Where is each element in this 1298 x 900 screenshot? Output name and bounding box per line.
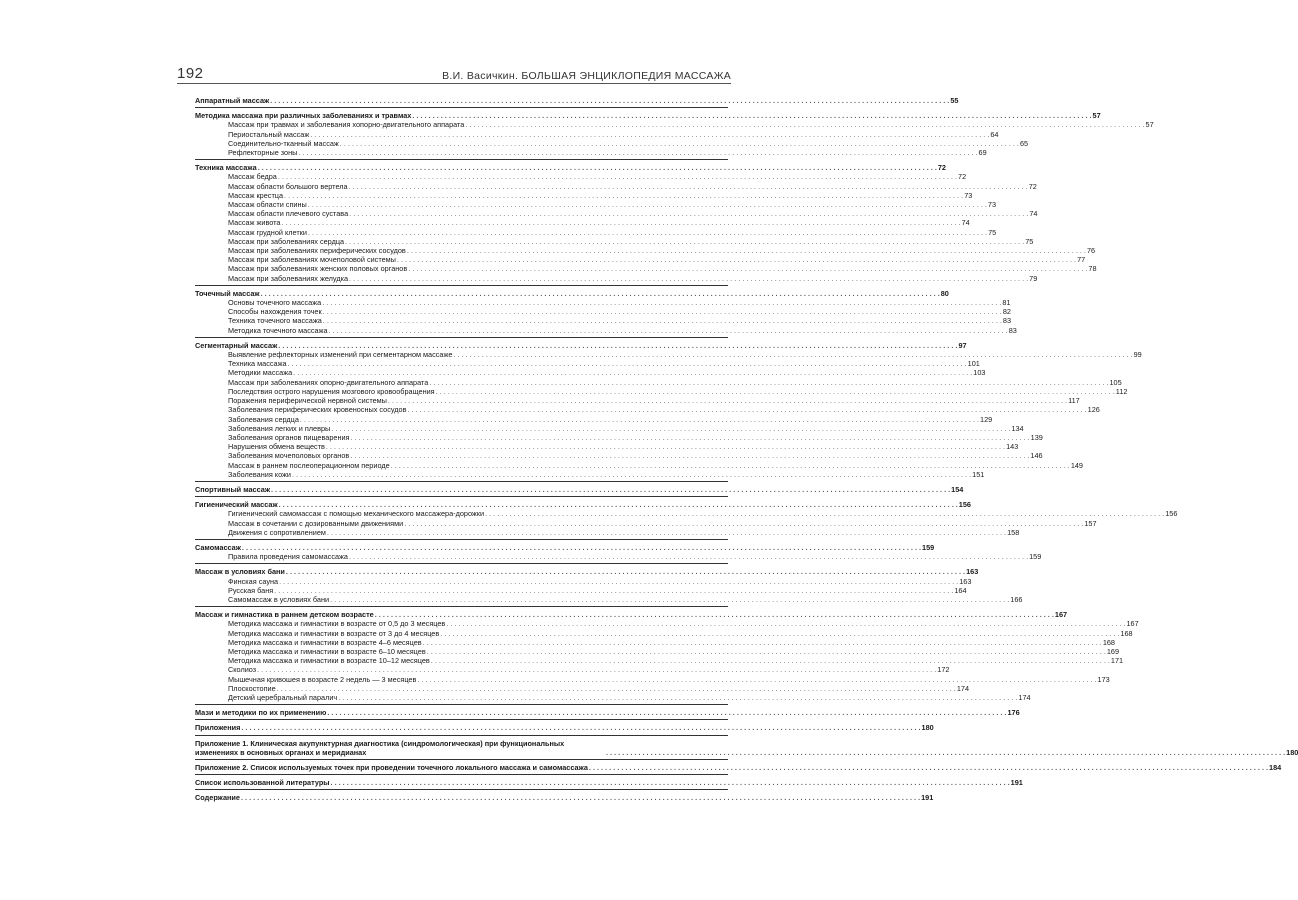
- dot-leader: [349, 209, 1028, 218]
- toc-entry-page: 158: [1007, 527, 1020, 537]
- header-rule: [177, 83, 731, 84]
- toc-subsection-entry[interactable]: [195, 316, 1012, 326]
- toc-entry-page: 76: [1086, 246, 1096, 256]
- dot-leader: [322, 298, 1001, 307]
- toc-section: [195, 778, 1023, 790]
- dot-leader: [331, 778, 1010, 787]
- toc-subsection-entry[interactable]: [195, 594, 1023, 604]
- toc-entry-title: Техника массажа: [228, 359, 287, 369]
- dot-leader: [270, 96, 949, 105]
- toc-entry-page: 78: [1088, 264, 1097, 274]
- toc-subsection-entry[interactable]: [195, 527, 1020, 537]
- dot-leader: [300, 415, 979, 424]
- dot-leader: [241, 793, 920, 802]
- toc-subsection-entry[interactable]: [195, 585, 967, 595]
- toc-entry-page: 163: [966, 567, 979, 577]
- dot-leader: [606, 748, 1285, 757]
- toc-entry-title: Массаж живота: [228, 218, 281, 228]
- toc-subsection-entry[interactable]: [195, 273, 1038, 283]
- toc-entry-title: Техника массажа: [195, 163, 257, 173]
- toc-subsection-entry[interactable]: [195, 665, 950, 675]
- dot-leader: [423, 638, 1102, 647]
- toc-entry-title: Заболевания легких и плевры: [228, 423, 331, 433]
- toc-entry-page: 74: [1029, 209, 1038, 219]
- toc-entry-title: Нарушения обмена веществ: [228, 442, 325, 452]
- toc-entry-title: Самомассаж в условиях бани: [228, 594, 330, 604]
- toc-chapter-entry[interactable]: [195, 610, 1068, 620]
- dot-leader: [589, 763, 1268, 772]
- toc-entry-page: 129: [980, 414, 993, 424]
- toc-entry-page: 184: [1269, 763, 1282, 772]
- toc-entry-page: 73: [964, 190, 973, 200]
- page-number: 192: [177, 65, 204, 82]
- dot-leader: [453, 350, 1132, 359]
- toc-subsection-entry[interactable]: [195, 200, 997, 210]
- toc-entry-title: Приложения: [195, 723, 241, 733]
- dot-leader: [407, 405, 1086, 414]
- dot-leader: [375, 610, 1054, 619]
- toc-entry-page: 166: [1010, 594, 1023, 604]
- toc-subsection-entry[interactable]: [195, 181, 1037, 191]
- toc-entry-title: Методика массажа при различных заболеваниях и травмах: [195, 111, 412, 121]
- dot-leader: [436, 387, 1115, 396]
- toc-entry-title: Методика массажа и гимнастики в возрасте 4–6 месяцев: [228, 637, 422, 647]
- toc-subsection-entry[interactable]: [195, 190, 973, 200]
- dot-leader: [446, 619, 1125, 628]
- toc-entry-title: Гигиенический самомассаж с помощью механического массажера-дорожки: [228, 509, 485, 519]
- toc-entry-page: 72: [958, 172, 967, 182]
- toc-section: [195, 163, 1097, 286]
- toc-entry-title: Массаж в сочетании с дозированными движениями: [228, 518, 404, 528]
- toc-entry-title: Методика массажа и гимнастики в возрасте от 0,5 до 3 месяцев: [228, 619, 446, 629]
- dot-leader: [278, 172, 957, 181]
- toc-entry-page: 97: [958, 340, 967, 350]
- toc-entry-page: 146: [1030, 451, 1043, 461]
- dot-leader: [331, 424, 1010, 433]
- toc-entry-title: Массаж при заболеваниях мочеполовой системы: [228, 255, 396, 265]
- toc-chapter-entry[interactable]: [195, 708, 1020, 718]
- running-title: В.И. Васичкин. БОЛЬШАЯ ЭНЦИКЛОПЕДИЯ МАССАЖА: [442, 69, 731, 82]
- dot-leader: [388, 396, 1067, 405]
- toc-subsection-entry[interactable]: [195, 518, 1097, 528]
- dot-leader: [271, 485, 950, 494]
- toc-entry-title: Массаж в условиях бани: [195, 567, 285, 577]
- toc-entry-page: 174: [1018, 692, 1031, 702]
- toc-entry-page: 159: [922, 542, 935, 552]
- dot-leader: [338, 693, 1017, 702]
- toc-entry-page: 173: [1097, 674, 1110, 684]
- toc-subsection-entry[interactable]: [195, 307, 1011, 317]
- toc-subsection-entry[interactable]: [195, 359, 980, 369]
- toc-entry-title: Мышечная кривошея в возрасте 2 недель — 3 месяцев: [228, 674, 417, 684]
- toc-subsection-entry[interactable]: [195, 172, 967, 182]
- toc-subsection-entry[interactable]: [195, 298, 1011, 308]
- toc-entry-page: 164: [954, 585, 967, 595]
- dot-leader: [242, 543, 921, 552]
- toc-subsection-entry[interactable]: [195, 129, 999, 139]
- toc-entry-page: 149: [1070, 460, 1083, 470]
- toc-entry-title: Заболевания кожи: [228, 469, 292, 479]
- toc-entry-title: Методика массажа и гимнастики в возрасте 6–10 месяцев: [228, 646, 426, 656]
- dot-leader: [431, 656, 1110, 665]
- toc-entry-page: 57: [1092, 111, 1101, 121]
- toc-section: [195, 708, 1020, 720]
- toc-subsection-entry[interactable]: [195, 469, 985, 479]
- toc-chapter-entry[interactable]: [195, 778, 1023, 788]
- toc-entry-page: 180: [921, 723, 934, 733]
- toc-entry-page: 174: [956, 683, 970, 693]
- toc-entry-title: Плоскостопие: [228, 683, 276, 693]
- toc-entry-title: Методика точечного массажа: [228, 325, 328, 335]
- toc-subsection-entry[interactable]: [195, 414, 993, 424]
- toc-subsection-entry[interactable]: [195, 209, 1038, 219]
- toc-entry-page: 73: [987, 200, 997, 210]
- toc-entry-page: 99: [1133, 350, 1142, 360]
- toc-entry-title: Массаж области спины: [228, 200, 307, 210]
- toc-subsection-entry[interactable]: [195, 218, 970, 228]
- toc-entry-page: 65: [1019, 138, 1029, 148]
- toc-entry-page: 176: [1007, 708, 1020, 718]
- dot-leader: [345, 237, 1024, 246]
- toc-entry-title: Массаж бедра: [228, 172, 277, 182]
- dot-leader: [351, 433, 1030, 442]
- toc-entry-title: Поражения периферической нервной системы: [228, 396, 387, 406]
- toc-entry-title: Массаж при заболеваниях женских половых органов: [228, 264, 408, 274]
- toc-chapter-entry[interactable]: [195, 111, 1101, 121]
- toc-entry-title: Финская сауна: [228, 576, 279, 586]
- dot-leader: [281, 218, 960, 227]
- toc-entry-page: 180: [1286, 747, 1298, 757]
- toc-entry-page: 72: [937, 163, 946, 173]
- dot-leader: [327, 528, 1006, 537]
- toc-entry-title: Массаж в раннем послеоперационном периоде: [228, 460, 390, 470]
- dot-leader: [308, 200, 987, 209]
- toc-entry-page: 126: [1087, 405, 1100, 415]
- dot-leader: [465, 120, 1144, 129]
- toc-section: [195, 542, 1042, 564]
- dot-leader: [258, 163, 937, 172]
- toc-section: [195, 567, 1023, 607]
- toc-entry-title: Массаж при заболеваниях сердца: [228, 236, 345, 246]
- toc-entry-title: Приложение 1. Клиническая акупунктурная диагностика (синдромологическая) при функциональных изменениях в основных органах и меридианах: [195, 738, 565, 757]
- dot-leader: [440, 629, 1119, 638]
- toc-chapter-entry[interactable]: [195, 500, 971, 510]
- toc-subsection-entry[interactable]: [195, 646, 1120, 656]
- toc-subsection-entry[interactable]: [195, 386, 1128, 396]
- toc-subsection-entry[interactable]: [195, 656, 1124, 666]
- toc-entry-title: Самомассаж: [195, 542, 241, 552]
- toc-entry-page: 64: [990, 129, 999, 139]
- dot-leader: [340, 139, 1019, 148]
- toc-section: [195, 610, 1139, 705]
- dot-leader: [288, 359, 967, 368]
- toc-entry-title: Массаж при заболеваниях периферических сосудов: [228, 246, 406, 256]
- toc-section: [195, 500, 1178, 540]
- toc-entry-page: 163: [959, 576, 972, 586]
- toc-subsection-entry[interactable]: [195, 451, 1043, 461]
- toc-subsection-entry[interactable]: [195, 423, 1024, 433]
- dot-leader: [308, 228, 987, 237]
- toc-entry-page: 112: [1115, 386, 1128, 396]
- dot-leader: [286, 567, 965, 576]
- toc-subsection-entry[interactable]: [195, 255, 1086, 265]
- toc-subsection-entry[interactable]: [195, 148, 987, 158]
- toc-subsection-entry[interactable]: [195, 442, 1019, 452]
- toc-entry-title: Детский церебральный паралич: [228, 692, 338, 702]
- toc-subsection-entry[interactable]: [195, 683, 970, 693]
- toc-entry-page: 117: [1068, 396, 1080, 406]
- toc-chapter-entry[interactable]: [195, 793, 934, 803]
- dot-leader: [323, 307, 1002, 316]
- toc-chapter-entry[interactable]: [195, 763, 1282, 772]
- toc-subsection-entry[interactable]: [195, 227, 997, 237]
- toc-chapter-entry[interactable]: [195, 567, 979, 577]
- toc-chapter-entry[interactable]: [195, 542, 935, 552]
- toc-subsection-entry[interactable]: [195, 236, 1034, 246]
- toc-entry-page: 101: [967, 359, 980, 369]
- dot-leader: [277, 684, 956, 693]
- toc-entry-title: Массаж области плечевого сустава: [228, 209, 349, 219]
- toc-entry-page: 169: [1106, 646, 1120, 656]
- toc-chapter-entry[interactable]: [195, 738, 1298, 757]
- toc-entry-page: 168: [1102, 637, 1115, 647]
- toc-entry-title: Сколиоз: [228, 665, 257, 675]
- toc-entry-page: 55: [950, 96, 959, 105]
- toc-entry-page: 172: [937, 665, 950, 675]
- dot-leader: [293, 368, 972, 377]
- toc-entry-page: 69: [978, 148, 987, 158]
- toc-entry-page: 159: [1029, 552, 1042, 562]
- toc-entry-title: Движения с сопротивлением: [228, 527, 326, 537]
- toc-entry-title: Периостальный массаж: [228, 129, 310, 139]
- dot-leader: [429, 378, 1108, 387]
- toc-subsection-entry[interactable]: [195, 619, 1139, 629]
- toc-entry-page: 79: [1029, 273, 1038, 283]
- toc-entry-page: 157: [1084, 518, 1097, 528]
- toc-subsection-entry[interactable]: [195, 576, 972, 586]
- toc-section: [195, 723, 934, 735]
- toc-chapter-entry[interactable]: [195, 723, 934, 733]
- toc-subsection-entry[interactable]: [195, 368, 986, 378]
- dot-leader: [408, 264, 1087, 273]
- toc-entry-title: Основы точечного массажа: [228, 298, 322, 308]
- toc-entry-page: 156: [958, 500, 971, 510]
- toc-entry-page: 72: [1028, 181, 1037, 191]
- toc-entry-title: Массаж при травмах и заболевания хопорно-двигательного аппарата: [228, 120, 465, 130]
- toc-entry-title: Методики массажа: [228, 368, 293, 378]
- toc-subsection-entry[interactable]: [195, 674, 1110, 684]
- toc-entry-page: 81: [1002, 298, 1011, 308]
- dot-leader: [412, 111, 1091, 120]
- toc-entry-title: Заболевания органов пищеварения: [228, 432, 350, 442]
- dot-leader: [279, 500, 958, 509]
- toc-subsection-entry[interactable]: [195, 377, 1122, 387]
- dot-leader: [298, 148, 977, 157]
- toc-entry-page: 171: [1110, 656, 1124, 666]
- dot-leader: [427, 647, 1106, 656]
- toc-chapter-entry[interactable]: [195, 484, 964, 494]
- toc-entry-page: 103: [973, 368, 986, 378]
- toc-subsection-entry[interactable]: [195, 460, 1083, 470]
- dot-leader: [278, 341, 957, 350]
- toc-entry-title: Массаж области большого вертела: [228, 181, 348, 191]
- dot-leader: [329, 326, 1008, 335]
- dot-leader: [292, 470, 971, 479]
- toc-entry-title: Правила проведения самомассажа: [228, 552, 348, 562]
- toc-entry-page: 134: [1011, 423, 1024, 433]
- toc-entry-page: 191: [921, 793, 934, 803]
- toc-section: [195, 793, 934, 804]
- dot-leader: [279, 577, 958, 586]
- toc-entry-page: 167: [1054, 610, 1068, 620]
- toc-entry-title: Массаж грудной клетки: [228, 227, 307, 237]
- toc-entry-title: Сегментарный массаж: [195, 340, 278, 350]
- toc-entry-page: 191: [1010, 778, 1023, 788]
- toc-section: [195, 96, 959, 108]
- dot-leader: [274, 586, 953, 595]
- dot-leader: [349, 274, 1028, 283]
- toc-entry-page: 83: [1008, 325, 1017, 335]
- dot-leader: [407, 246, 1086, 255]
- toc-subsection-entry[interactable]: [195, 637, 1115, 647]
- toc-subsection-entry[interactable]: [195, 432, 1043, 442]
- toc-entry-page: 57: [1145, 120, 1154, 130]
- dot-leader: [257, 665, 936, 674]
- toc-entry-page: 156: [1165, 509, 1178, 519]
- toc-subsection-entry[interactable]: [195, 120, 1154, 130]
- toc-entry-title: Выявление рефлекторных изменений при сегментарном массаже: [228, 350, 453, 360]
- toc-entry-title: Приложение 2. Список используемых точек при проведении точечного локального массажа и самомассажа: [195, 763, 588, 772]
- page-header: [177, 61, 731, 81]
- toc-entry-title: Мази и методики по их применению: [195, 708, 327, 718]
- toc-entry-page: 74: [961, 218, 970, 228]
- toc-entry-page: 83: [1002, 316, 1012, 326]
- toc-entry-title: Русская баня: [228, 585, 274, 595]
- toc-subsection-entry[interactable]: [195, 509, 1178, 519]
- toc-section: [195, 111, 1154, 160]
- toc-section: [195, 484, 964, 497]
- toc-entry-title: Массаж при заболеваниях желудка: [228, 273, 349, 283]
- table-of-contents: [195, 96, 1298, 808]
- toc-subsection-entry[interactable]: [195, 264, 1097, 274]
- toc-section: [195, 738, 1298, 760]
- toc-entry-title: Соединительно-тканный массаж: [228, 138, 339, 148]
- toc-entry-title: Методика массажа и гимнастики в возрасте 10–12 месяцев: [228, 656, 430, 666]
- dot-leader: [349, 182, 1028, 191]
- dot-leader: [397, 255, 1076, 264]
- dot-leader: [323, 316, 1002, 325]
- toc-chapter-entry[interactable]: [195, 288, 949, 298]
- dot-leader: [417, 675, 1096, 684]
- toc-entry-title: Аппаратный массаж: [195, 96, 270, 105]
- toc-chapter-entry[interactable]: [195, 163, 946, 173]
- toc-chapter-entry[interactable]: [195, 96, 959, 105]
- toc-entry-title: Массаж и гимнастика в раннем детском возрасте: [195, 610, 374, 620]
- dot-leader: [327, 708, 1006, 717]
- toc-entry-page: 75: [1025, 236, 1034, 246]
- toc-section: [195, 288, 1017, 338]
- dot-leader: [349, 552, 1028, 561]
- toc-section: [195, 763, 1282, 775]
- dot-leader: [404, 519, 1083, 528]
- dot-leader: [261, 289, 940, 298]
- toc-entry-title: Методика массажа и гимнастики в возрасте от 3 до 4 месяцев: [228, 628, 440, 638]
- toc-entry-title: Заболевания мочеполовых органов: [228, 451, 350, 461]
- dot-leader: [391, 461, 1070, 470]
- toc-entry-title: Способы нахождения точек: [228, 307, 322, 317]
- toc-entry-title: Точечный массаж: [195, 288, 260, 298]
- toc-subsection-entry[interactable]: [195, 325, 1017, 335]
- toc-entry-title: Содержание: [195, 793, 240, 803]
- dot-leader: [485, 509, 1164, 518]
- toc-entry-page: 139: [1030, 432, 1043, 442]
- toc-entry-title: Последствия острого нарушения мозгового кровообращения: [228, 386, 435, 396]
- toc-entry-page: 77: [1077, 255, 1086, 265]
- dot-leader: [284, 191, 963, 200]
- toc-subsection-entry[interactable]: [195, 350, 1142, 360]
- toc-entry-page: 167: [1126, 619, 1139, 629]
- dot-leader: [350, 451, 1029, 460]
- toc-entry-title: Техника точечного массажа: [228, 316, 322, 326]
- dot-leader: [330, 595, 1009, 604]
- toc-entry-title: Заболевания периферических кровеносных сосудов: [228, 405, 407, 415]
- toc-chapter-entry[interactable]: [195, 340, 967, 350]
- toc-subsection-entry[interactable]: [195, 246, 1096, 256]
- toc-subsection-entry[interactable]: [195, 138, 1029, 148]
- toc-section: [195, 340, 1142, 482]
- toc-entry-page: 80: [940, 288, 949, 298]
- toc-entry-title: Заболевания сердца: [228, 414, 299, 424]
- toc-entry-title: Список использованной литературы: [195, 778, 330, 788]
- toc-subsection-entry[interactable]: [195, 396, 1080, 406]
- dot-leader: [310, 130, 989, 139]
- toc-entry-page: 151: [972, 469, 985, 479]
- toc-entry-page: 75: [988, 227, 997, 237]
- dot-leader: [326, 442, 1005, 451]
- toc-entry-title: Гигиенический массаж: [195, 500, 278, 510]
- toc-subsection-entry[interactable]: [195, 552, 1042, 562]
- toc-entry-title: Массаж при заболеваниях опорно-двигательного аппарата: [228, 377, 429, 387]
- toc-entry-title: Спортивный массаж: [195, 484, 270, 494]
- toc-entry-page: 154: [951, 484, 964, 494]
- toc-entry-page: 143: [1006, 442, 1019, 452]
- dot-leader: [241, 723, 920, 732]
- toc-entry-title: Массаж крестца: [228, 190, 284, 200]
- toc-subsection-entry[interactable]: [195, 692, 1031, 702]
- toc-entry-page: 105: [1109, 377, 1122, 387]
- toc-subsection-entry[interactable]: [195, 628, 1133, 638]
- toc-entry-page: 82: [1002, 307, 1011, 317]
- toc-entry-title: Рефлекторные зоны: [228, 148, 298, 158]
- toc-subsection-entry[interactable]: [195, 405, 1100, 415]
- toc-entry-page: 168: [1120, 628, 1133, 638]
